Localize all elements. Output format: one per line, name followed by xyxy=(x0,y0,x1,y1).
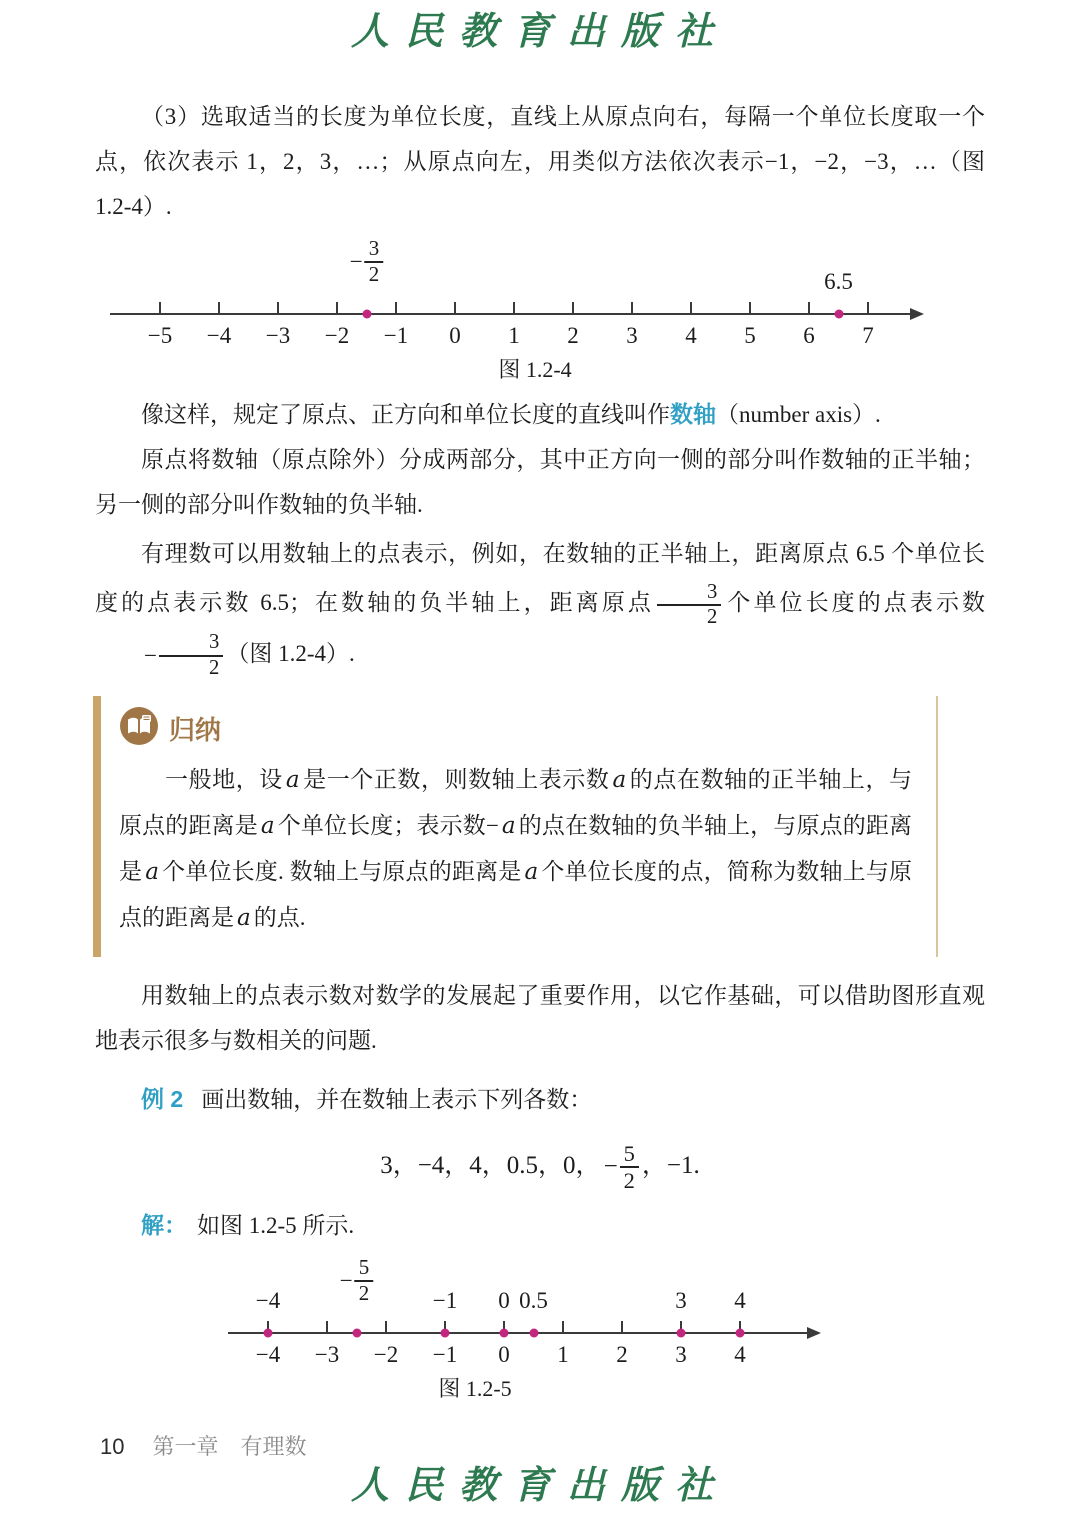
axis-line xyxy=(110,313,910,315)
axis-tick xyxy=(867,302,869,313)
tick-label: 0 xyxy=(449,323,461,348)
tick-label: 2 xyxy=(567,323,579,348)
publisher-logo-bottom: 人民教育出版社 xyxy=(350,1462,729,1507)
summary-header xyxy=(119,706,912,751)
tick-label: −2 xyxy=(324,323,350,348)
tick-label: −5 xyxy=(147,323,173,348)
axis-tick xyxy=(277,302,279,313)
axis-tick xyxy=(808,302,810,313)
fraction: − $\frac{5}{2}$ xyxy=(604,1137,639,1197)
example-numbers: 3，−4，4，0.5，0， − $\frac{5}{2}$ ，−1. xyxy=(95,1136,985,1197)
open-book-icon xyxy=(119,706,159,751)
data-point xyxy=(677,1329,686,1338)
point-label: −1 xyxy=(432,1288,458,1314)
page-footer xyxy=(100,1430,307,1461)
data-point xyxy=(834,310,843,319)
axis-tick xyxy=(621,1321,623,1332)
paragraph-step3: （3）选取适当的长度为单位长度，直线上从原点向右，每隔一个单位长度取一个点，依次表示 1，2，3，…；从原点向左，用类似方法依次表示−1，−2，−3，…（图 1.2-4）. xyxy=(95,104,985,219)
fraction: − $\frac{5}{2}$ xyxy=(340,1256,373,1305)
tick-label: 1 xyxy=(557,1342,569,1368)
point-label: 4 xyxy=(734,1288,746,1314)
point-label: −4 xyxy=(255,1288,281,1314)
axis-tick xyxy=(385,1321,387,1332)
axis-tick xyxy=(395,302,397,313)
tick-label: 4 xyxy=(685,323,697,348)
point-label: 0.5 xyxy=(519,1288,548,1314)
axis-tick xyxy=(218,302,220,313)
axis-tick xyxy=(631,302,633,313)
axis-tick xyxy=(562,1321,564,1332)
tick-label: 4 xyxy=(734,1342,746,1368)
axis-tick xyxy=(159,302,161,313)
axis-line xyxy=(228,1332,807,1334)
fraction: 3 2 xyxy=(657,581,721,629)
tick-label: −1 xyxy=(432,1342,458,1368)
solution-text: 如图 1.2-5 所示. xyxy=(197,1213,355,1239)
tick-label: 0 xyxy=(498,1342,510,1368)
tick-label: −2 xyxy=(373,1342,399,1368)
axis-tick xyxy=(513,302,515,313)
axis-tick xyxy=(572,302,574,313)
solution-label: 解： xyxy=(141,1212,187,1239)
tick-label: 5 xyxy=(744,323,756,348)
point-label xyxy=(347,237,386,286)
tick-label: −1 xyxy=(383,323,409,348)
summary-title: 归纳 xyxy=(169,715,222,746)
fraction: − $\frac{3}{2}$ xyxy=(98,631,223,680)
page-number: 10 xyxy=(100,1434,125,1459)
paragraph-importance: 用数轴上的点表示数对数学的发展起了重要作用，以它作基础，可以借助图形直观地表示很多与数相关的问题. xyxy=(95,983,985,1054)
example-2-line xyxy=(95,1077,985,1122)
tick-label: 3 xyxy=(675,1342,687,1368)
axis-arrowhead xyxy=(807,1327,821,1339)
axis-arrowhead xyxy=(910,308,924,320)
chapter-title: 有理数 xyxy=(240,1434,307,1459)
tick-label: 3 xyxy=(626,323,638,348)
tick-label: −4 xyxy=(255,1342,281,1368)
summary-box xyxy=(93,696,938,957)
tick-label: −3 xyxy=(314,1342,340,1368)
data-point xyxy=(441,1329,450,1338)
solution-line xyxy=(95,1203,985,1248)
tick-label: 6 xyxy=(803,323,815,348)
figure-1-2-5 xyxy=(95,1256,855,1403)
point-label: 6.5 xyxy=(824,269,853,294)
data-point xyxy=(500,1329,509,1338)
axis-tick xyxy=(454,302,456,313)
paragraph-number-axis-definition: 像这样，规定了原点、正方向和单位长度的直线叫作数轴（number axis）. xyxy=(141,401,881,427)
axis-tick xyxy=(749,302,751,313)
data-point xyxy=(529,1329,538,1338)
point-label xyxy=(337,1256,376,1305)
figure-caption: 图 1.2-4 xyxy=(498,357,572,382)
tick-label: 7 xyxy=(862,323,874,348)
fraction: − $\frac{3}{2}$ xyxy=(350,237,383,286)
figure-1-2-4 xyxy=(95,235,975,384)
figure-caption: 图 1.2-5 xyxy=(438,1376,512,1402)
tick-label: −4 xyxy=(206,323,232,348)
summary-body: 一般地，设 a 是一个正数，则数轴上表示数 a 的点在数轴的正半轴上，与原点的距离是 a 个单位长度；表示数− a 的点在数轴的负半轴上，与原点的距离是 a 个单位长度. 数轴上与原点的距离是 a 个单位长度的点，简称为数轴上与原点的距离是 a 的点. xyxy=(119,767,913,932)
data-point xyxy=(352,1329,361,1338)
example-label: 例 2 xyxy=(141,1086,184,1113)
tick-label: 2 xyxy=(616,1342,628,1368)
point-label: 3 xyxy=(675,1288,687,1314)
tick-label: 1 xyxy=(508,323,520,348)
number-line-1-2-4 xyxy=(95,235,975,349)
axis-tick xyxy=(326,1321,328,1332)
tick-label: −3 xyxy=(265,323,291,348)
publisher-logo-top: 人民教育出版社 xyxy=(350,8,729,53)
data-point xyxy=(736,1329,745,1338)
data-point xyxy=(264,1329,273,1338)
number-line-1-2-5 xyxy=(95,1256,855,1368)
axis-tick xyxy=(336,302,338,313)
example-prompt: 画出数轴，并在数轴上表示下列各数： xyxy=(201,1087,593,1113)
data-point xyxy=(362,310,371,319)
paragraph-rational-points: 有理数可以用数轴上的点表示，例如，在数轴的正半轴上，距离原点 6.5 个单位长度的点表示数 6.5；在数轴的负半轴上，距离原点 3 2 个单位长度的点表示数 − $\frac{3}{2}$ （图 1.2-4）. xyxy=(95,541,986,679)
point-label: 0 xyxy=(498,1288,510,1314)
axis-tick xyxy=(690,302,692,313)
chapter-label: 第一章 xyxy=(152,1434,219,1459)
paragraph-half-axes: 原点将数轴（原点除外）分成两部分，其中正方向一侧的部分叫作数轴的正半轴；另一侧的部分叫作数轴的负半轴. xyxy=(95,447,985,517)
